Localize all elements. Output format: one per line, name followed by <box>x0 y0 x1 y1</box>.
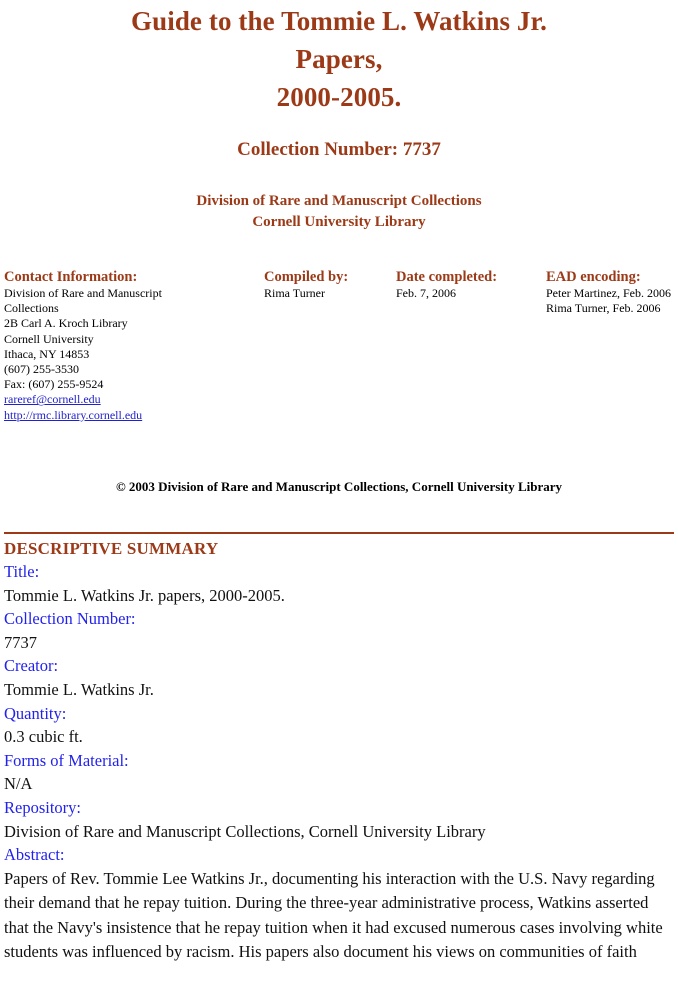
field-collection-number-value: 7737 <box>4 632 37 652</box>
page-title-line-1: Guide to the Tommie L. Watkins Jr. <box>131 6 547 36</box>
contact-fax: Fax: (607) 255-9524 <box>4 377 104 392</box>
compiled-by-heading: Compiled by: <box>264 269 349 285</box>
field-collection-number <box>4 607 674 654</box>
contact-line-3: 2B Carl A. Kroch Library <box>4 316 128 331</box>
descriptive-summary-heading: DESCRIPTIVE SUMMARY <box>4 539 219 558</box>
contact-phone: (607) 255-3530 <box>4 362 79 377</box>
ead-encoding-heading: EAD encoding: <box>546 269 641 285</box>
contact-information-heading: Contact Information: <box>4 269 138 285</box>
field-quantity-value: 0.3 cubic ft. <box>4 727 83 747</box>
field-creator-value: Tommie L. Watkins Jr. <box>4 679 154 699</box>
field-repository <box>4 796 674 843</box>
compiled-by-value: Rima Turner <box>264 286 326 300</box>
field-title <box>4 560 674 607</box>
credits-columns <box>4 269 674 434</box>
contact-line-4: Cornell University <box>4 331 94 346</box>
page-title <box>4 0 674 116</box>
division-heading <box>4 162 674 233</box>
ead-encoding-body <box>546 286 678 316</box>
division-line-1: Division of Rare and Manuscript Collections <box>196 193 482 209</box>
field-creator <box>4 654 674 701</box>
division-line-2: Cornell University Library <box>252 214 426 230</box>
field-quantity-label: Quantity: <box>4 703 67 723</box>
compiled-by-column <box>264 269 389 301</box>
field-forms-of-material-label: Forms of Material: <box>4 750 129 770</box>
field-forms-of-material <box>4 749 674 796</box>
field-quantity <box>4 702 674 749</box>
collection-number-heading: Collection Number: 7737 <box>237 139 441 160</box>
descriptive-summary-fields <box>4 560 674 964</box>
contact-information-column <box>4 269 199 423</box>
field-repository-label: Repository: <box>4 797 81 817</box>
contact-line-5: Ithaca, NY 14853 <box>4 346 90 361</box>
contact-information-body <box>4 286 199 423</box>
field-abstract-value: Papers of Rev. Tommie Lee Watkins Jr., documenting his interaction with the U.S. Navy regarding their demand that he repay tuition. During the three-year administrative process, Watkins asserted that the Navy's insistence that he repay tuition when it had excused numerous cases involving white students was influenced by racism. His papers also document his views on communities of faith <box>4 868 663 961</box>
date-completed-column <box>396 269 536 301</box>
field-title-value: Tommie L. Watkins Jr. papers, 2000-2005. <box>4 585 285 605</box>
field-repository-value: Division of Rare and Manuscript Collections, Cornell University Library <box>4 821 486 841</box>
date-completed-value: Feb. 7, 2006 <box>396 286 456 300</box>
contact-email-link[interactable]: rareref@cornell.edu <box>4 392 101 407</box>
page-title-line-2: Papers, <box>295 44 383 74</box>
contact-website-link[interactable]: http://rmc.library.cornell.edu <box>4 407 143 422</box>
ead-encoding-column <box>546 269 678 316</box>
field-forms-of-material-value: N/A <box>4 774 33 794</box>
copyright-notice: © 2003 Division of Rare and Manuscript Collections, Cornell University Library <box>115 479 563 494</box>
page-title-line-3: 2000-2005. <box>276 82 402 112</box>
field-abstract-label: Abstract: <box>4 845 65 865</box>
field-creator-label: Creator: <box>4 656 59 676</box>
contact-line-1: Division of Rare and Manuscript <box>4 286 162 300</box>
ead-encoder-2: Rima Turner, Feb. 2006 <box>546 301 661 316</box>
contact-line-2: Collections <box>4 301 59 316</box>
field-abstract <box>4 843 674 964</box>
field-collection-number-label: Collection Number: <box>4 609 136 629</box>
date-completed-heading: Date completed: <box>396 269 498 285</box>
ead-encoder-1: Peter Martinez, Feb. 2006 <box>546 286 671 300</box>
field-title-label: Title: <box>4 562 40 581</box>
